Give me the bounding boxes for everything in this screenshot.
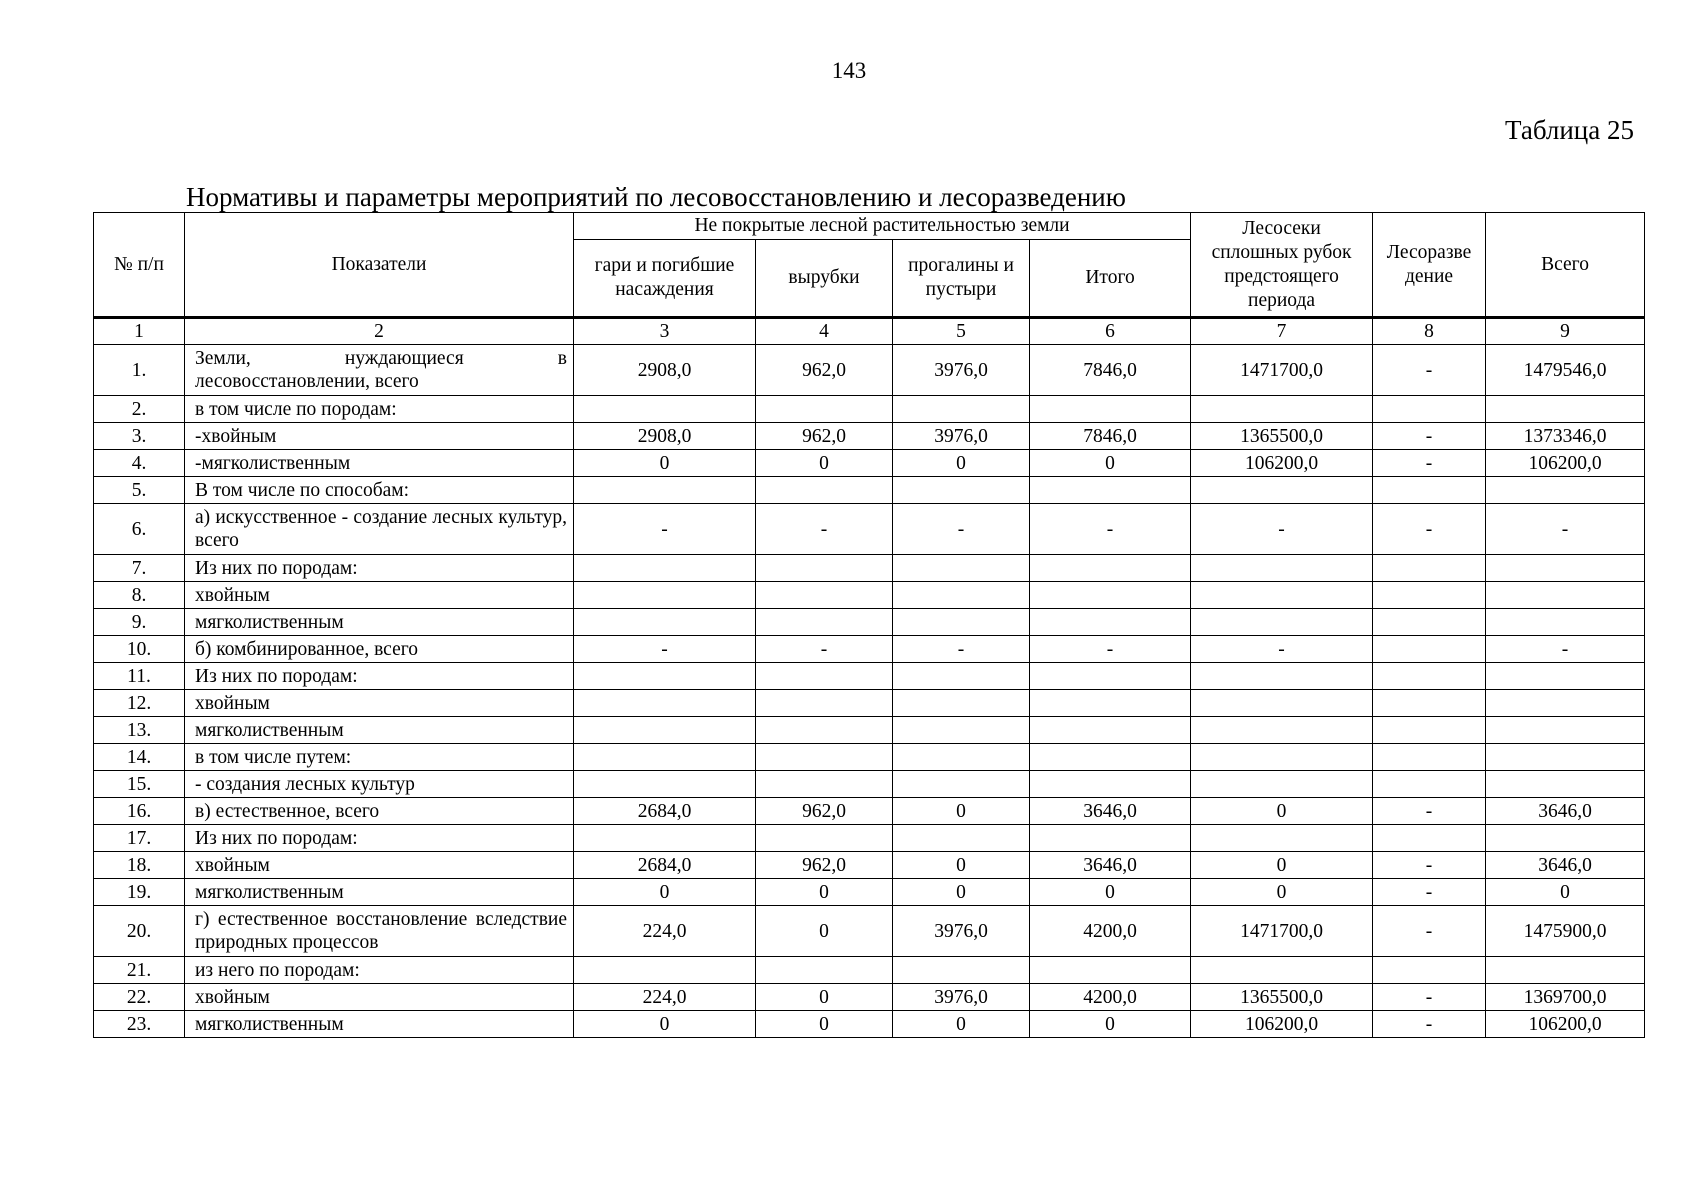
row-value: 0 xyxy=(893,798,1030,825)
row-value: 106200,0 xyxy=(1191,450,1373,477)
row-value xyxy=(1373,957,1486,984)
row-value: 962,0 xyxy=(756,798,893,825)
row-value: - xyxy=(574,636,756,663)
header-subtotal: Итого xyxy=(1030,240,1191,318)
data-table xyxy=(93,212,1645,1038)
row-value xyxy=(893,957,1030,984)
column-number: 9 xyxy=(1486,318,1645,345)
row-value xyxy=(1191,609,1373,636)
row-value xyxy=(1030,663,1191,690)
table-row xyxy=(94,555,1645,582)
row-value xyxy=(893,582,1030,609)
row-number: 8. xyxy=(94,582,185,609)
table-row xyxy=(94,396,1645,423)
row-value: - xyxy=(1486,636,1645,663)
row-value: - xyxy=(1373,984,1486,1011)
row-value xyxy=(1191,771,1373,798)
row-number: 15. xyxy=(94,771,185,798)
row-indicator: -мягколиственным xyxy=(185,450,574,477)
row-number: 16. xyxy=(94,798,185,825)
row-value: 3976,0 xyxy=(893,345,1030,396)
row-value xyxy=(1373,555,1486,582)
row-number: 3. xyxy=(94,423,185,450)
row-value xyxy=(1191,957,1373,984)
row-indicator: -хвойным xyxy=(185,423,574,450)
row-indicator: - создания лесных культур xyxy=(185,771,574,798)
row-value: - xyxy=(1373,345,1486,396)
row-value: 224,0 xyxy=(574,984,756,1011)
row-indicator: мягколиственным xyxy=(185,717,574,744)
row-value: 106200,0 xyxy=(1486,450,1645,477)
row-value: 3976,0 xyxy=(893,984,1030,1011)
row-indicator: хвойным xyxy=(185,852,574,879)
row-value: - xyxy=(1373,906,1486,957)
row-value xyxy=(1486,477,1645,504)
row-value xyxy=(1486,582,1645,609)
row-indicator: Из них по породам: xyxy=(185,663,574,690)
row-value xyxy=(574,396,756,423)
row-value: 4200,0 xyxy=(1030,984,1191,1011)
column-number: 5 xyxy=(893,318,1030,345)
table-row xyxy=(94,663,1645,690)
row-value: 1365500,0 xyxy=(1191,423,1373,450)
table-row xyxy=(94,1011,1645,1038)
row-number: 21. xyxy=(94,957,185,984)
row-value xyxy=(574,582,756,609)
row-indicator: Из них по породам: xyxy=(185,825,574,852)
row-value xyxy=(1030,771,1191,798)
row-value xyxy=(756,957,893,984)
table-row xyxy=(94,825,1645,852)
table-row xyxy=(94,423,1645,450)
row-value: - xyxy=(1373,504,1486,555)
row-value xyxy=(1486,609,1645,636)
row-value xyxy=(1486,771,1645,798)
row-value: 7846,0 xyxy=(1030,423,1191,450)
row-value: - xyxy=(1191,504,1373,555)
row-value: - xyxy=(756,636,893,663)
row-number: 12. xyxy=(94,690,185,717)
table-row xyxy=(94,717,1645,744)
row-value xyxy=(1191,582,1373,609)
row-value xyxy=(893,717,1030,744)
row-value xyxy=(756,609,893,636)
header-afforestation: Лесоразве дение xyxy=(1373,213,1486,318)
row-value xyxy=(1486,690,1645,717)
row-value xyxy=(574,771,756,798)
row-value: 1369700,0 xyxy=(1486,984,1645,1011)
row-value: 1373346,0 xyxy=(1486,423,1645,450)
row-value xyxy=(1486,744,1645,771)
row-value xyxy=(574,477,756,504)
table-row xyxy=(94,582,1645,609)
row-value xyxy=(893,477,1030,504)
row-value xyxy=(1486,396,1645,423)
table-row xyxy=(94,636,1645,663)
row-value xyxy=(1373,636,1486,663)
row-value xyxy=(1486,957,1645,984)
row-indicator: г) естественное восстановление вследствие природных процессов xyxy=(185,906,574,957)
row-value xyxy=(574,957,756,984)
row-value: 1365500,0 xyxy=(1191,984,1373,1011)
row-number: 1. xyxy=(94,345,185,396)
row-value xyxy=(1191,744,1373,771)
row-value xyxy=(1030,957,1191,984)
row-value xyxy=(1373,771,1486,798)
row-value: 0 xyxy=(574,1011,756,1038)
row-indicator: Из них по породам: xyxy=(185,555,574,582)
row-indicator: В том числе по способам: xyxy=(185,477,574,504)
row-value xyxy=(1486,663,1645,690)
row-value: 106200,0 xyxy=(1191,1011,1373,1038)
row-value xyxy=(893,744,1030,771)
row-value: 2684,0 xyxy=(574,852,756,879)
row-value xyxy=(1486,825,1645,852)
row-value: 3976,0 xyxy=(893,423,1030,450)
row-indicator: мягколиственным xyxy=(185,609,574,636)
row-value: - xyxy=(574,504,756,555)
row-value xyxy=(1030,555,1191,582)
row-value xyxy=(756,396,893,423)
row-value: 0 xyxy=(1030,450,1191,477)
row-indicator: хвойным xyxy=(185,690,574,717)
row-number: 23. xyxy=(94,1011,185,1038)
row-number: 9. xyxy=(94,609,185,636)
table-row xyxy=(94,771,1645,798)
row-number: 11. xyxy=(94,663,185,690)
table-row xyxy=(94,609,1645,636)
row-indicator: мягколиственным xyxy=(185,1011,574,1038)
row-value xyxy=(1191,555,1373,582)
row-value xyxy=(1191,690,1373,717)
row-value xyxy=(1191,663,1373,690)
table-title: Нормативы и параметры мероприятий по лесовосстановлению и лесоразведению xyxy=(186,182,1126,212)
row-value: 3976,0 xyxy=(893,906,1030,957)
row-value xyxy=(1373,717,1486,744)
table-row xyxy=(94,504,1645,555)
header-indicator: Показатели xyxy=(185,213,574,318)
row-value xyxy=(1030,477,1191,504)
column-number: 2 xyxy=(185,318,574,345)
table-label: Таблица 25 xyxy=(1505,115,1634,145)
row-value: 1475900,0 xyxy=(1486,906,1645,957)
row-number: 14. xyxy=(94,744,185,771)
row-value xyxy=(1191,717,1373,744)
row-value: 7846,0 xyxy=(1030,345,1191,396)
row-number: 18. xyxy=(94,852,185,879)
row-value xyxy=(756,555,893,582)
row-value xyxy=(574,555,756,582)
row-value: 224,0 xyxy=(574,906,756,957)
row-value: 1471700,0 xyxy=(1191,906,1373,957)
row-indicator: б) комбинированное, всего xyxy=(185,636,574,663)
row-value: 0 xyxy=(893,852,1030,879)
row-value: 106200,0 xyxy=(1486,1011,1645,1038)
row-value xyxy=(756,663,893,690)
page-number: 143 xyxy=(831,58,867,83)
row-value: 0 xyxy=(893,450,1030,477)
row-indicator: хвойным xyxy=(185,984,574,1011)
row-value xyxy=(1486,555,1645,582)
row-value xyxy=(893,825,1030,852)
row-value xyxy=(1191,477,1373,504)
table-row xyxy=(94,450,1645,477)
row-value: 3646,0 xyxy=(1030,798,1191,825)
row-value: 1479546,0 xyxy=(1486,345,1645,396)
row-value xyxy=(1191,396,1373,423)
row-value: - xyxy=(1373,1011,1486,1038)
row-number: 2. xyxy=(94,396,185,423)
row-number: 22. xyxy=(94,984,185,1011)
row-value: 0 xyxy=(893,879,1030,906)
row-value xyxy=(756,825,893,852)
row-value xyxy=(893,609,1030,636)
row-value: 0 xyxy=(756,906,893,957)
row-value: 0 xyxy=(1486,879,1645,906)
column-number: 7 xyxy=(1191,318,1373,345)
row-value xyxy=(1373,582,1486,609)
row-value: 0 xyxy=(1030,1011,1191,1038)
header-num: № п/п xyxy=(94,213,185,318)
row-value: 2908,0 xyxy=(574,345,756,396)
row-value xyxy=(1373,663,1486,690)
table-row xyxy=(94,345,1645,396)
row-value: 0 xyxy=(1030,879,1191,906)
table-row xyxy=(94,984,1645,1011)
row-value: 0 xyxy=(756,450,893,477)
row-value xyxy=(756,744,893,771)
column-number-row xyxy=(94,318,1645,345)
row-value: - xyxy=(1030,636,1191,663)
table-row xyxy=(94,744,1645,771)
row-value: 962,0 xyxy=(756,345,893,396)
row-value: - xyxy=(1191,636,1373,663)
row-value xyxy=(574,744,756,771)
row-value xyxy=(574,609,756,636)
row-value: - xyxy=(1373,423,1486,450)
column-number: 3 xyxy=(574,318,756,345)
row-indicator: в том числе по породам: xyxy=(185,396,574,423)
row-value: 1471700,0 xyxy=(1191,345,1373,396)
row-value: - xyxy=(893,504,1030,555)
row-number: 7. xyxy=(94,555,185,582)
row-value: 0 xyxy=(893,1011,1030,1038)
row-value xyxy=(1373,609,1486,636)
row-value xyxy=(1373,396,1486,423)
row-number: 5. xyxy=(94,477,185,504)
table-row xyxy=(94,798,1645,825)
row-value xyxy=(1030,690,1191,717)
row-value: - xyxy=(1373,879,1486,906)
row-value xyxy=(1030,717,1191,744)
row-indicator: из него по породам: xyxy=(185,957,574,984)
row-value xyxy=(893,690,1030,717)
table-row xyxy=(94,690,1645,717)
row-number: 13. xyxy=(94,717,185,744)
row-value: - xyxy=(756,504,893,555)
row-indicator: мягколиственным xyxy=(185,879,574,906)
row-value xyxy=(893,555,1030,582)
row-value: 3646,0 xyxy=(1486,798,1645,825)
row-value xyxy=(1486,717,1645,744)
column-number: 6 xyxy=(1030,318,1191,345)
column-number: 8 xyxy=(1373,318,1486,345)
row-value xyxy=(574,717,756,744)
header-uncovered-lands: Не покрытые лесной растительностью земли xyxy=(574,213,1191,240)
row-value: 2908,0 xyxy=(574,423,756,450)
row-value xyxy=(1373,825,1486,852)
table-row xyxy=(94,477,1645,504)
row-number: 6. xyxy=(94,504,185,555)
column-number: 4 xyxy=(756,318,893,345)
row-value xyxy=(756,771,893,798)
row-value xyxy=(1030,744,1191,771)
row-value xyxy=(574,663,756,690)
row-value: 962,0 xyxy=(756,423,893,450)
row-value xyxy=(574,825,756,852)
row-value: - xyxy=(1373,798,1486,825)
row-value xyxy=(1373,744,1486,771)
row-value xyxy=(574,690,756,717)
row-value xyxy=(1030,609,1191,636)
row-value xyxy=(756,690,893,717)
row-value: 0 xyxy=(756,1011,893,1038)
row-indicator: Земли, нуждающиеся в лесовосстановлении, всего xyxy=(185,345,574,396)
row-value xyxy=(893,396,1030,423)
table-row xyxy=(94,879,1645,906)
row-value: - xyxy=(1486,504,1645,555)
row-value xyxy=(756,582,893,609)
header-cuttings: вырубки xyxy=(756,240,893,318)
header-glades: прогалины и пустыри xyxy=(893,240,1030,318)
row-value xyxy=(1373,477,1486,504)
row-value xyxy=(893,663,1030,690)
row-number: 4. xyxy=(94,450,185,477)
table-row xyxy=(94,906,1645,957)
row-value: - xyxy=(1030,504,1191,555)
row-value xyxy=(1373,690,1486,717)
row-value: 0 xyxy=(574,879,756,906)
row-value xyxy=(1030,582,1191,609)
row-value: 3646,0 xyxy=(1030,852,1191,879)
row-value: 0 xyxy=(1191,852,1373,879)
row-number: 19. xyxy=(94,879,185,906)
row-value: 0 xyxy=(1191,879,1373,906)
row-number: 10. xyxy=(94,636,185,663)
row-indicator: а) искусственное - создание лесных культур, всего xyxy=(185,504,574,555)
row-value xyxy=(756,477,893,504)
row-indicator: в) естественное, всего xyxy=(185,798,574,825)
table-row xyxy=(94,957,1645,984)
row-value: 0 xyxy=(1191,798,1373,825)
row-value xyxy=(756,717,893,744)
row-number: 20. xyxy=(94,906,185,957)
header-burnt: гари и погибшие насаждения xyxy=(574,240,756,318)
row-value: - xyxy=(1373,450,1486,477)
row-value xyxy=(893,771,1030,798)
row-value: 0 xyxy=(756,879,893,906)
row-value xyxy=(1030,396,1191,423)
header-clearcut: Лесосеки сплошных рубок предстоящего периода xyxy=(1191,213,1373,318)
row-value: 962,0 xyxy=(756,852,893,879)
row-value: - xyxy=(1373,852,1486,879)
row-value xyxy=(1191,825,1373,852)
row-value: - xyxy=(893,636,1030,663)
row-number: 17. xyxy=(94,825,185,852)
row-value: 4200,0 xyxy=(1030,906,1191,957)
row-value: 3646,0 xyxy=(1486,852,1645,879)
column-number: 1 xyxy=(94,318,185,345)
row-value: 0 xyxy=(756,984,893,1011)
row-indicator: в том числе путем: xyxy=(185,744,574,771)
row-value xyxy=(1030,825,1191,852)
row-value: 0 xyxy=(574,450,756,477)
row-value: 2684,0 xyxy=(574,798,756,825)
row-indicator: хвойным xyxy=(185,582,574,609)
table-row xyxy=(94,852,1645,879)
header-total: Всего xyxy=(1486,213,1645,318)
